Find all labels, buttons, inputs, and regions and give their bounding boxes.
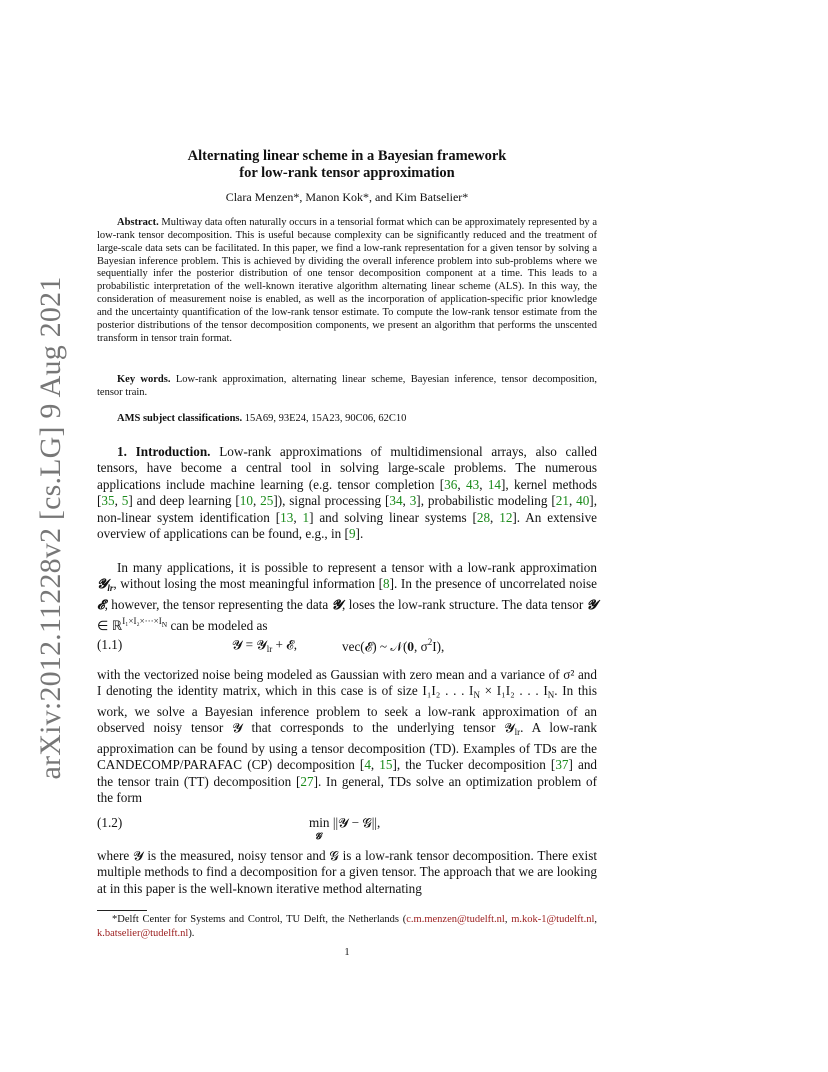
equation-subscript: 𝓖 bbox=[315, 831, 322, 841]
math-symbol: 𝓔 bbox=[97, 596, 105, 612]
citation-link[interactable]: 27 bbox=[300, 773, 314, 789]
equation-1-2 bbox=[97, 815, 597, 841]
section-heading: 1. Introduction. bbox=[117, 444, 211, 459]
footnote-text: , bbox=[594, 914, 598, 925]
ams-codes: 15A69, 93E24, 15A23, 90C06, 62C10 bbox=[244, 413, 407, 424]
citation-link[interactable]: 4 bbox=[364, 757, 371, 773]
body-text: , without losing the most meaningful information [ bbox=[113, 576, 384, 592]
equation-number: (1.2) bbox=[97, 815, 123, 830]
intro-text: ], probabilistic modeling [ bbox=[416, 493, 556, 509]
title-line-1: Alternating linear scheme in a Bayesian framework bbox=[187, 148, 507, 164]
ams-label: AMS subject classifications. bbox=[117, 413, 243, 424]
email-link[interactable]: c.m.menzen@tudelft.nl bbox=[406, 914, 505, 925]
email-link[interactable]: m.kok-1@tudelft.nl bbox=[511, 914, 595, 925]
equation-part: lr bbox=[266, 644, 273, 654]
keywords-label: Key words. bbox=[117, 374, 171, 385]
body-text: ]. In the presence of uncorrelated noise bbox=[389, 576, 597, 592]
body-text: × I₁I₂ . . . I bbox=[479, 683, 548, 699]
intro-text: ]. An extensive overview of applications can be found, e.g., in [ bbox=[97, 509, 598, 542]
citation-link[interactable]: 8 bbox=[383, 576, 390, 592]
footnote-text: *Delft Center for Systems and Control, TU Delft, the Netherlands ( bbox=[112, 914, 407, 925]
equation-part: vec(𝓔) ~ 𝒩(𝟎, σ bbox=[342, 639, 428, 654]
paper-title bbox=[96, 148, 598, 182]
abstract bbox=[97, 217, 597, 345]
keywords-text: Low-rank approximation, alternating linear scheme, Bayesian inference, tensor decomposition, tensor train. bbox=[97, 374, 597, 398]
math-symbol: 𝓨$_{lr}$ bbox=[97, 576, 114, 594]
intro-text: ] and deep learning [ bbox=[128, 493, 240, 509]
citation-link[interactable]: 21 bbox=[555, 493, 569, 509]
citation-link[interactable]: 9 bbox=[348, 526, 356, 542]
equation-body bbox=[232, 637, 297, 654]
body-text: ], the Tucker decomposition [ bbox=[392, 757, 556, 773]
citation-link[interactable]: 25 bbox=[260, 493, 274, 509]
title-line-2: for low-rank tensor approximation bbox=[239, 165, 455, 181]
email-link[interactable]: k.batselier@tudelft.nl bbox=[97, 928, 189, 939]
citation-link[interactable]: 13 bbox=[280, 509, 294, 525]
citation-link[interactable]: 43 bbox=[466, 476, 480, 492]
body-text: ] and the tensor train (TT) decomposition [ bbox=[97, 757, 598, 789]
citation-link[interactable]: 5 bbox=[121, 493, 129, 509]
introduction-paragraph: 1. Introduction. Low-rank approximations of multidimensional arrays, also called tensors, have become a central tool in solving large-scale problems. The numerous applications include machine learning (e.g. tensor completion [36, 43, 14], kernel methods [35, 5] and deep learning [10, 25]), signal processing [34, 3], probabilistic modeling [21, 40], non-linear system identification [13, 1] and solving linear systems [28, 12]. An extensive overview of applications can be found, e.g., in [9]. bbox=[97, 444, 598, 542]
citation-link[interactable]: 28 bbox=[476, 509, 491, 525]
intro-text: ]. bbox=[355, 526, 364, 542]
intro-text: ]), signal processing [ bbox=[273, 493, 390, 509]
equation-1-1 bbox=[97, 637, 597, 657]
citation-link[interactable]: 35 bbox=[101, 493, 115, 509]
body-text: . In this work, we solve a Bayesian inference problem to seek a low-rank approximation of an observed noisy tensor 𝓨 that corresponds to the underlying tensor 𝓨 bbox=[97, 683, 597, 736]
body-paragraph: with the vectorized noise being modeled as Gaussian with zero mean and a variance of σ² and I denoting the identity matrix, which in this case is of size I₁I₂ . . . $I_N \times I_1I_2$ . . . $I_N$. In this work, we solve a Bayesian inference problem to seek a low-rank approximation of an observed noisy tensor 𝓨 that corresponds to the underlying tensor 𝓨$_{lr}$. A low-rank approximation can be found by using a tensor decomposition (TD). Examples of TDs are the CANDECOMP/PARAFAC (CP) decomposition [4, 15], the Tucker decomposition [37] and the tensor train (TT) decomposition [27]. In general, TDs solve an optimization problem of the form bbox=[97, 667, 598, 806]
equation-part: 𝓨 = 𝓨 bbox=[232, 637, 267, 652]
body-text: In many applications, it is possible to represent a tensor with a low-rank approximation bbox=[117, 560, 597, 575]
keywords bbox=[97, 373, 597, 399]
body-text: , however, the tensor representing the data bbox=[104, 596, 332, 612]
equation-part: min bbox=[309, 815, 330, 830]
math-expression: 𝓨 ∈ ℝ$^{I_1\times I_2\times\cdot\cdot\cdot\times I_N}$ bbox=[97, 596, 598, 634]
citation-link[interactable]: 15 bbox=[379, 757, 393, 773]
footnote-text: , bbox=[504, 914, 512, 925]
intro-text: Low-rank approximations of multidimensional arrays, also called tensors, have become a central tool in solving large-scale problems. The numerous applications include machine learning (e.g. tensor completion [ bbox=[97, 444, 597, 492]
citation-link[interactable]: 36 bbox=[444, 476, 458, 492]
arxiv-identifier[interactable]: arXiv:2012.11228v2 [cs.LG] 9 Aug 2021 bbox=[34, 276, 67, 780]
body-text: . A low-rank approximation can be found by using a tensor decomposition (TD). Examples of TDs are the CANDECOMP/PARAFAC (CP) decomposition [ bbox=[97, 720, 597, 773]
citation-link[interactable]: 34 bbox=[389, 493, 403, 509]
intro-text: ], kernel methods [ bbox=[97, 476, 598, 509]
equation-part: + 𝓔, bbox=[272, 637, 298, 652]
page-number: 1 bbox=[344, 947, 350, 958]
footnote-text: ). bbox=[188, 928, 195, 939]
body-text: , loses the low-rank structure. The data tensor bbox=[341, 596, 587, 612]
citation-link[interactable]: 14 bbox=[487, 476, 502, 492]
equation-part: ||𝓨 − 𝓖||, bbox=[329, 815, 381, 830]
body-paragraph: where 𝓨 is the measured, noisy tensor and 𝓖 is a low-rank tensor decomposition. There exist multiple methods to find a decomposition for a given tensor. The approach that we are looking at in this paper is the well-known iterative method alternating bbox=[97, 848, 597, 896]
ams-classifications bbox=[117, 413, 597, 424]
citation-link[interactable]: 10 bbox=[239, 493, 253, 509]
intro-text: ] and solving linear systems [ bbox=[309, 509, 477, 525]
abstract-text: Multiway data often naturally occurs in a tensorial format which can be approximately represented by a low-rank tensor decomposition. This is useful because complexity can be significantly reduced and the treatment of large-scale data sets can be facilitated. In this paper, we find a low-rank representation for a given tensor by solving a Bayesian inference problem. This is achieved by dividing the overall inference problem into sub-problems where we sequentially infer the posterior distribution of one tensor decomposition component at a time. This leads to a probabilistic interpretation of the well-known iterative algorithm alternating linear scheme (ALS). In this way, the consideration of measurement noise is enabled, as well as the incorporation of application-specific prior knowledge and the uncertainty quantification of the low-rank tensor estimate. To compute the low-rank tensor estimate from the posterior distributions of the tensor decomposition components, we present an algorithm that performs the unscented transform in tensor train format. bbox=[97, 217, 597, 344]
body-paragraph bbox=[97, 560, 597, 635]
math-symbol: 𝓨 bbox=[331, 596, 342, 612]
author-list: Clara Menzen*, Manon Kok*, and Kim Batselier* bbox=[225, 190, 469, 204]
citation-link[interactable]: 3 bbox=[409, 493, 417, 509]
body-text: can be modeled as bbox=[167, 618, 268, 634]
citation-link[interactable]: 1 bbox=[302, 509, 310, 525]
equation-body bbox=[309, 815, 380, 831]
equation-body: vec(𝓔) ~ 𝒩(𝟎, $\sigma^2I$), bbox=[342, 637, 445, 654]
citation-link[interactable]: 12 bbox=[499, 509, 513, 525]
intro-text: ], non-linear system identification [ bbox=[97, 493, 597, 525]
footnote-rule bbox=[97, 910, 147, 911]
citation-link[interactable]: 40 bbox=[576, 493, 590, 509]
affiliation-footnote bbox=[97, 913, 597, 941]
equation-number: (1.1) bbox=[97, 637, 123, 652]
body-text: ]. In general, TDs solve an optimization problem of the form bbox=[97, 773, 597, 806]
equation-part: I), bbox=[432, 639, 445, 654]
abstract-label: Abstract. bbox=[117, 217, 159, 228]
body-text: with the vectorized noise being modeled as Gaussian with zero mean and a variance of σ² and I denoting the identity matrix, which in this case is of size I₁I₂ . . . I bbox=[97, 667, 597, 699]
citation-link[interactable]: 37 bbox=[555, 757, 569, 773]
